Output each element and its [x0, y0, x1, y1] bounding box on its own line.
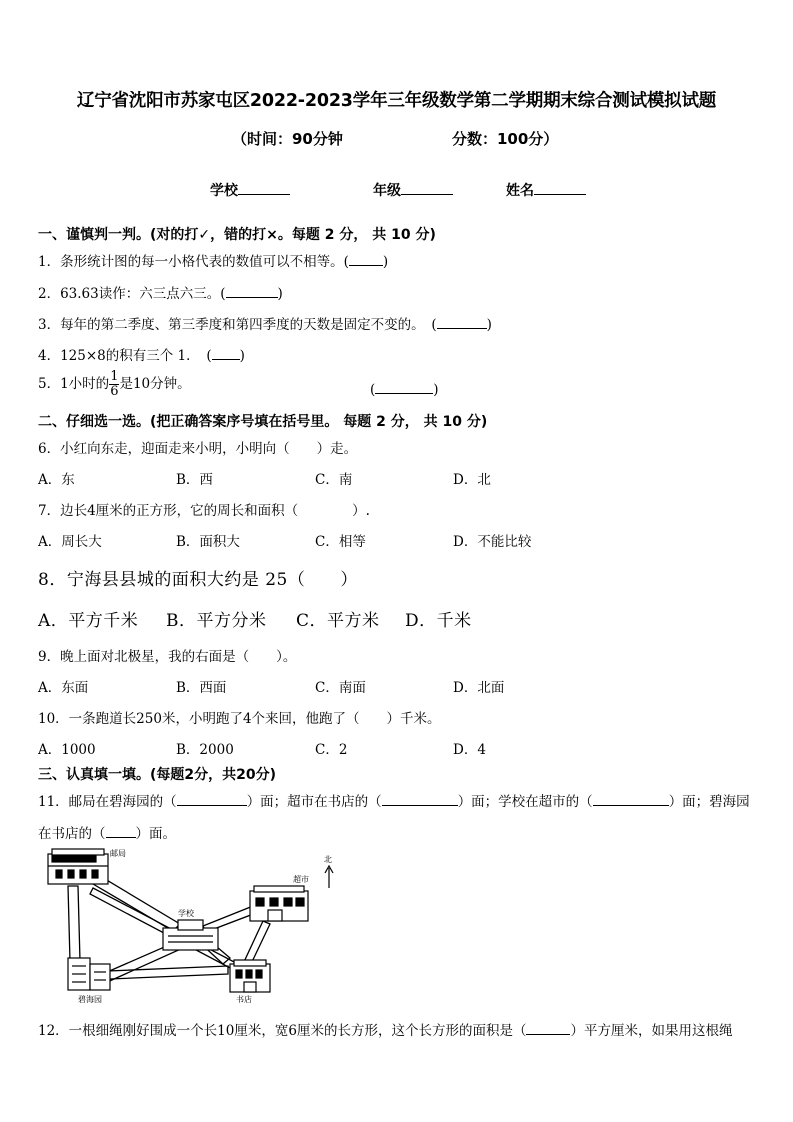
question-5-blank[interactable]: ( ) — [370, 382, 439, 398]
label-north: 北 — [324, 855, 332, 864]
question-6: 6．小红向东走，迎面走来小明，小明向（ ）走。 — [38, 441, 358, 457]
q9-option-d[interactable]: D．北面 — [453, 680, 505, 696]
label-bookstore: 书店 — [236, 995, 252, 1004]
question-8: 8．宁海县县城的面积大约是 25（ ） — [38, 570, 358, 590]
name-field[interactable]: 姓名 — [506, 180, 586, 200]
question-4: 4．125×8的积有三个 1． ( ) — [38, 348, 245, 364]
post-office-building — [48, 849, 108, 884]
question-3: 3．每年的第二季度、第三季度和第四季度的天数是固定不变的。 ( ) — [38, 317, 492, 333]
question-10: 10．一条跑道长250米，小明跑了4个来回，他跑了（ ）千米。 — [38, 711, 441, 727]
school-building — [163, 920, 218, 950]
label-post-office: 邮局 — [110, 849, 126, 858]
q8-option-b[interactable]: B．平方分米 — [166, 611, 267, 631]
question-11-line-2: 在书店的（ ）面。 — [38, 826, 176, 842]
school-field[interactable]: 学校 — [210, 180, 290, 200]
q10-option-d[interactable]: D．4 — [453, 742, 486, 758]
question-7: 7．边长4厘米的正方形，它的周长和面积（ ）. — [38, 503, 370, 519]
section-3-heading: 三、认真填一填。(每题2分，共20分) — [38, 767, 277, 783]
label-garden: 碧海园 — [78, 995, 102, 1004]
label-school: 学校 — [178, 909, 194, 918]
question-2: 2．63.63读作：六三点六三。( ) — [38, 286, 283, 302]
exam-time: （时间：90分钟 — [232, 130, 343, 148]
q9-option-b[interactable]: B．西面 — [176, 680, 227, 696]
road-supermarket-bookstore — [243, 921, 270, 966]
q6-option-c[interactable]: C．南 — [315, 472, 353, 488]
fraction: $\frac{1}{6}$ — [110, 369, 119, 399]
q9-option-a[interactable]: A．东面 — [38, 680, 89, 696]
q7-option-b[interactable]: B．面积大 — [176, 534, 240, 550]
q8-option-c[interactable]: C．平方米 — [296, 611, 380, 631]
question-9: 9．晚上面对北极星，我的右面是（ ）。 — [38, 649, 297, 665]
question-5: 5．1小时的 $\frac{1}{6}$ 是10分钟。 — [38, 369, 191, 399]
section-1-heading: 一、谨慎判一判。(对的打✓，错的打×。每题 2 分， 共 10 分) — [38, 227, 436, 243]
road-garden-bookstore — [108, 966, 228, 979]
question-1: 1．条形统计图的每一小格代表的数值可以不相等。( ) — [38, 254, 389, 270]
question-11-line-1: 11．邮局在碧海园的（ ）面；超市在书店的（ ）面；学校在超市的（ ）面；碧海园 — [38, 794, 750, 810]
label-supermarket: 超市 — [293, 875, 309, 884]
north-arrow-icon — [325, 866, 333, 888]
q6-option-a[interactable]: A．东 — [38, 472, 75, 488]
question-12: 12．一根细绳刚好围成一个长10厘米，宽6厘米的长方形，这个长方形的面积是（ ）平方厘米，如果用这根绳 — [38, 1023, 733, 1039]
q10-option-c[interactable]: C．2 — [315, 742, 348, 758]
supermarket-building — [250, 886, 308, 921]
q9-option-c[interactable]: C．南面 — [315, 680, 366, 696]
q7-option-a[interactable]: A．周长大 — [38, 534, 102, 550]
q8-option-d[interactable]: D．千米 — [405, 611, 472, 631]
bookstore-building — [230, 960, 270, 992]
exam-score: 分数：100分） — [452, 130, 559, 148]
road-post-garden — [68, 886, 80, 961]
garden-building — [68, 958, 110, 990]
q8-option-a[interactable]: A．平方千米 — [38, 611, 139, 631]
section-2-heading: 二、仔细选一选。(把正确答案序号填在括号里。 每题 2 分， 共 10 分) — [38, 414, 488, 430]
q7-option-d[interactable]: D．不能比较 — [453, 534, 532, 550]
q6-option-d[interactable]: D．北 — [453, 472, 491, 488]
direction-map — [38, 846, 338, 1006]
page-title: 辽宁省沈阳市苏家屯区2022-2023学年三年级数学第二学期期末综合测试模拟试题 — [76, 91, 717, 111]
q10-option-b[interactable]: B．2000 — [176, 742, 234, 758]
grade-field[interactable]: 年级 — [373, 180, 453, 200]
q10-option-a[interactable]: A．1000 — [38, 742, 96, 758]
q7-option-c[interactable]: C．相等 — [315, 534, 366, 550]
q6-option-b[interactable]: B．西 — [176, 472, 213, 488]
